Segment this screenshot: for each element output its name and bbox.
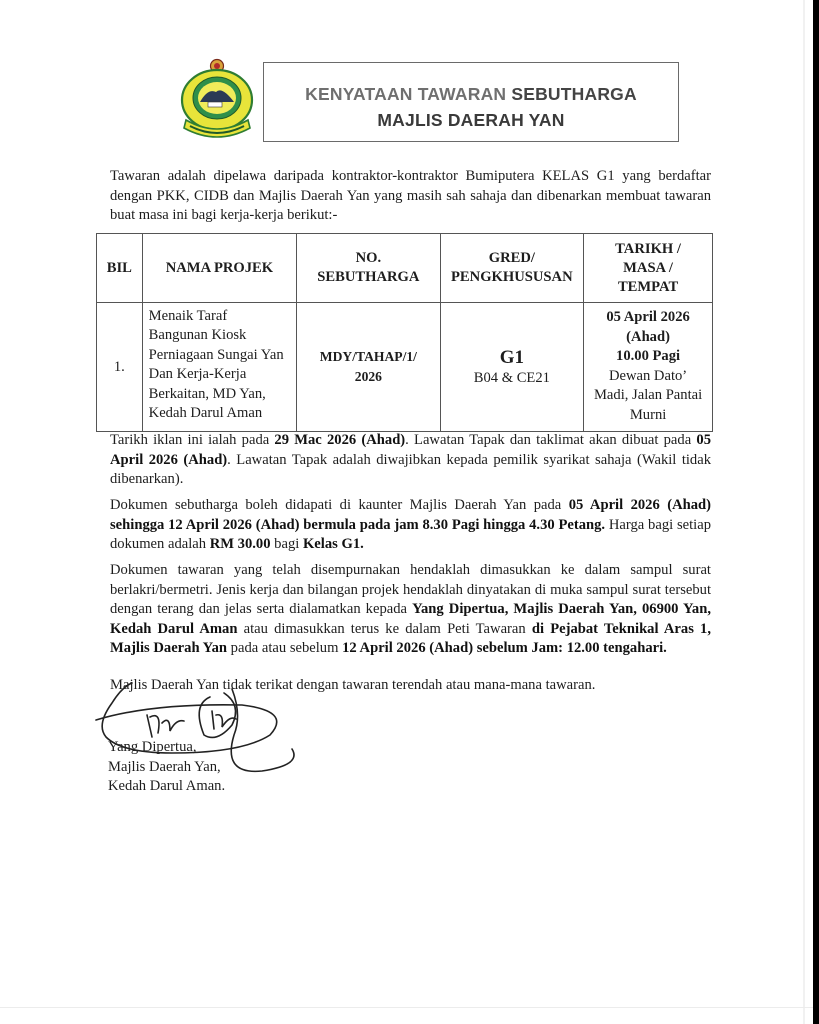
table-row [97, 303, 713, 432]
cell-nama-projek: Menaik Taraf Bangunan Kiosk Perniagaan Sungai Yan Dan Kerja-Kerja Berkaitan, MD Yan, Kedah Darul Aman [142, 303, 297, 432]
title-box [263, 62, 679, 142]
header-tarikh: TARIKH / MASA / TEMPAT [584, 234, 713, 303]
council-crest-logo [178, 58, 256, 142]
cell-tarikh-masa-tempat: 05 April 2026 (Ahad) 10.00 Pagi Dewan Dato’ Madi, Jalan Pantai Murni [584, 303, 713, 432]
header-no-sebutharga: NO. SEBUTHARGA [297, 234, 440, 303]
advert-date-paragraph: Tarikh iklan ini ialah pada 29 Mac 2026 (Ahad). Lawatan Tapak dan taklimat akan dibuat pada 05 April 2026 (Ahad). Lawatan Tapak adalah diwajibkan kepada pemilik syarikat sahaja (Wakil tidak dibenarkan). [110, 432, 712, 488]
tender-table [96, 233, 713, 432]
header-gred: GRED/ PENGKHUSUSAN [440, 234, 584, 303]
submission-paragraph: Dokumen tawaran yang telah disempurnakan hendaklah dimasukkan ke dalam sampul surat berlakri/bermetri. Jenis kerja dan bilangan projek hendaklah dinyatakan di muka sampul surat tersebut dengan terang dan jelas serta dialamatkan kepada Yang Dipertua, Majlis Daerah Yan, 06900 Yan, Kedah Darul Aman atau dimasukkan terus ke dalam Peti Tawaran di Pejabat Teknikal Aras 1, Majlis Daerah Yan pada atau sebelum 12 April 2026 (Ahad) sebelum Jam: 12.00 tengahari. [110, 562, 711, 657]
page-edge-shade [803, 0, 805, 1024]
document-title: KENYATAAN TAWARAN SEBUTHARGA [305, 84, 637, 104]
signatory-block [108, 738, 225, 797]
intro-paragraph: Tawaran adalah dipelawa daripada kontraktor-kontraktor Bumiputera KELAS G1 yang berdaftar dengan PKK, CIDB dan Majlis Daerah Yan yang masih sah sahaja dan dibenarkan membuat tawaran buat masa ini bagi kerja-kerja berikut:- [110, 168, 711, 224]
cell-no-sebutharga: MDY/TAHAP/1/ 2026 [297, 303, 440, 432]
council-name: MAJLIS DAERAH YAN [377, 110, 565, 130]
table-header-row [97, 234, 713, 303]
signatory-title: Yang Dipertua, [108, 739, 197, 755]
cell-bil: 1. [97, 303, 143, 432]
disclaimer-paragraph: Majlis Daerah Yan tidak terikat dengan tawaran terendah atau mana-mana tawaran. [110, 677, 596, 693]
page-bottom-edge [0, 1007, 813, 1008]
signatory-council: Majlis Daerah Yan, [108, 758, 221, 775]
document-sale-paragraph: Dokumen sebutharga boleh didapati di kaunter Majlis Daerah Yan pada 05 April 2026 (Ahad) sehingga 12 April 2026 (Ahad) bermula pada jam 8.30 Pagi hingga 4.30 Petang. Harga bagi setiap dokumen adalah RM 30.00 bagi Kelas G1. [110, 497, 711, 553]
cell-gred: G1 B04 & CE21 [440, 303, 584, 432]
header-bil: BIL [97, 234, 143, 303]
screen-edge-bar [813, 0, 819, 1024]
signatory-state: Kedah Darul Aman. [108, 778, 226, 794]
header-nama-projek: NAMA PROJEK [142, 234, 297, 303]
